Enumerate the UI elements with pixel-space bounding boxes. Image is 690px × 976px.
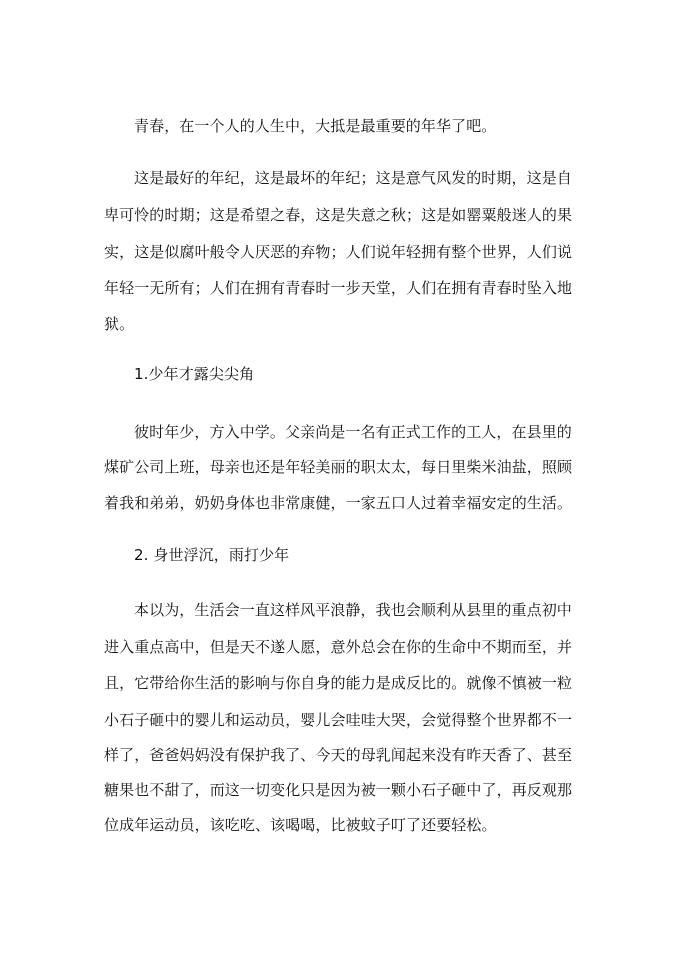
paragraph-line: 这是最好的年纪，这是最坏的年纪；这是意气风发的时期，这是自	[134, 169, 572, 187]
section-heading: 2. 身世浮沉，雨打少年	[134, 546, 290, 564]
paragraph-line: 狱。	[104, 315, 135, 333]
paragraph-line: 卑可怜的时期；这是希望之春，这是失意之秋；这是如罂粟般迷人的果	[104, 206, 573, 224]
paragraph-line: 煤矿公司上班，母亲也还是年轻美丽的职太太，每日里柴米油盐，照顾	[104, 458, 573, 476]
paragraph-line: 且，它带给你生活的影响与你自身的能力是成反比的。就像不慎被一粒	[104, 674, 573, 692]
paragraph-line: 年轻一无所有；人们在拥有青春时一步天堂，人们在拥有青春时坠入地	[104, 279, 573, 297]
paragraph-line: 进入重点高中，但是天不遂人愿，意外总会在你的生命中不期而至，并	[104, 638, 573, 656]
paragraph-line: 实，这是似腐叶般令人厌恶的弃物；人们说年轻拥有整个世界，人们说	[104, 243, 573, 261]
paragraph-line: 着我和弟弟，奶奶身体也非常康健，一家五口人过着幸福安定的生活。	[104, 494, 573, 512]
paragraph-line: 样了，爸爸妈妈没有保护我了、今天的母乳闻起来没有昨天香了、甚至	[104, 746, 573, 764]
paragraph-line: 本以为，生活会一直这样风平浪静，我也会顺利从县里的重点初中	[134, 601, 572, 619]
paragraph-line: 位成年运动员，该吃吃、该喝喝，比被蚊子叮了还要轻松。	[104, 816, 497, 834]
paragraph-line: 小石子砸中的婴儿和运动员，婴儿会哇哇大哭，会觉得整个世界都不一	[104, 711, 573, 729]
paragraph-line: 糖果也不甜了，而这一切变化只是因为被一颗小石子砸中了，再反观那	[104, 781, 573, 799]
paragraph-line: 青春，在一个人的人生中，大抵是最重要的年华了吧。	[134, 117, 497, 135]
paragraph-line: 彼时年少，方入中学。父亲尚是一名有正式工作的工人，在县里的	[134, 423, 572, 441]
section-heading: 1.少年才露尖尖角	[134, 365, 255, 383]
